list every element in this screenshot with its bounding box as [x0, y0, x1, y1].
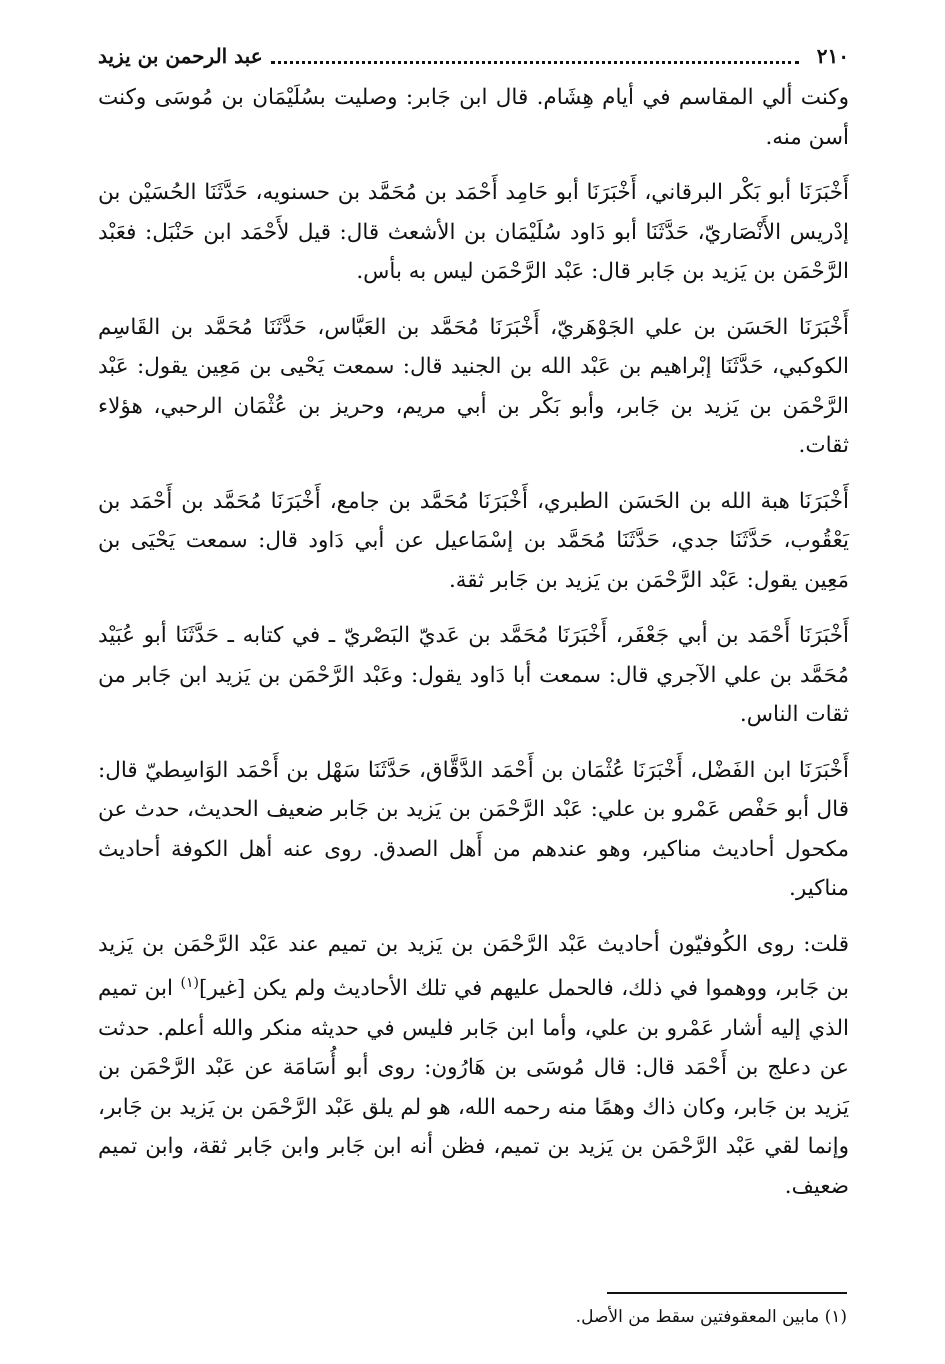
paragraph-4: أَخْبَرَنَا هبة الله بن الحَسَن الطبري، أَخْبَرَنَا مُحَمَّد بن جامع، أَخْبَرَنَا مُحَمَّد بن أَحْمَد بن يَعْقُوب، حَدَّثَنَا جدي، حَدَّثَنَا مُحَمَّد بن إسْمَاعيل عن أبي دَاود قال: سمعت يَحْيَى بن مَعِين يقول: عَبْد الرَّحْمَن بن يَزيد بن جَابر ثقة. — [98, 488, 849, 593]
main-text — [98, 78, 849, 1206]
paragraph-7-start: قلت: روى الكُوفيّون أحاديث عَبْد الرَّحْمَن بن يَزيد بن تميم عند عَبْد الرَّحْمَن بن يَزيد بن جَابر، ووهموا في ذلك، فالحمل عليهم في تلك الأحاديث ولم يكن [غير] — [98, 931, 850, 1002]
running-title: عبد الرحمن بن يزيد — [98, 44, 263, 68]
paragraph-5: أَخْبَرَنَا أَحْمَد بن أبي جَعْفَر، أَخْبَرَنَا مُحَمَّد بن عَديّ البَصْريّ ـ في كتابه ـ حَدَّثَنَا أبو عُبَيْد مُحَمَّد بن علي الآجري قال: سمعت أبا دَاود يقول: وعَبْد الرَّحْمَن بن يَزيد ابن جَابر من ثقات الناس. — [98, 623, 849, 727]
page-number: ٢١٠ — [816, 44, 849, 68]
paragraph-1: وكنت ألي المقاسم في أيام هِشَام. قال ابن جَابر: وصليت بسُلَيْمَان بن مُوسَى وكنت أسن منه. — [98, 85, 849, 150]
paragraph-6: أَخْبَرَنَا ابن الفَضْل، أَخْبَرَنَا عُثْمَان بن أَحْمَد الدَّقَّاق، حَدَّثَنَا سَهْل بن أَحْمَد الوَاسِطيّ قال: قال أبو حَفْص عَمْرو بن علي: عَبْد الرَّحْمَن بن يَزيد بن جَابر ضعيف الحديث، حدث عن مكحول أحاديث مناكير، وهو عندهم من أَهل الصدق. روى عنه أهل الكوفة أحاديث مناكير. — [98, 757, 849, 901]
footnote: (١) مابين المعقوفتين سقط من الأصل. — [575, 1307, 847, 1327]
footnote-reference: (١) — [180, 975, 199, 991]
paragraph-3: أَخْبَرَنَا الحَسَن بن علي الجَوْهَريّ، أَخْبَرَنَا مُحَمَّد بن العَبَّاس، حَدَّثَنَا مُحَمَّد بن القَاسِم الكوكبي، حَدَّثَنَا إبْراهيم بن عَبْد الله بن الجنيد قال: سمعت يَحْيى بن مَعِين يقول: عَبْد الرَّحْمَن بن يَزيد بن جَابر، وأبو بَكْر بن أبي مريم، وحريز بن عُثْمَان الرحبي، هؤلاء ثقات. — [98, 314, 849, 458]
footnote-separator — [607, 1292, 847, 1294]
paragraph-7-end: ابن تميم الذي إليه أشار عَمْرو بن علي، وأما ابن جَابر فليس في حديثه منكر والله أعلم. حدثت عن دعلج بن أَحْمَد قال: قال مُوسَى بن هَارُون: روى أبو أُسَامَة عن عَبْد الرَّحْمَن بن يَزيد بن جَابر، وكان ذاك وهمًا منه رحمه الله، هو لم يلق عَبْد الرَّحْمَن بن يَزيد بن جَابر، وإنما لقي عَبْد الرَّحْمَن بن يَزيد بن تميم، فظن أنه ابن جَابر وابن جَابر ثقة، وابن تميم ضعيف. — [98, 976, 849, 1199]
paragraph-7 — [98, 925, 849, 1207]
page-header — [98, 40, 849, 72]
paragraph-2: أَخْبَرَنَا أبو بَكْر البرقاني، أَخْبَرَنَا أبو حَامِد أَحْمَد بن مُحَمَّد بن حسنويه، حَدَّثَنَا الحُسَيْن بن إدْريس الأَنْصَاريّ، حَدَّثَنَا أبو دَاود سُلَيْمَان بن الأشعث قال: قيل لأَحْمَد ابن حَنْبَل: فعَبْد الرَّحْمَن بن يَزيد بن جَابر قال: عَبْد الرَّحْمَن ليس به بأس. — [98, 180, 849, 284]
header-dotted-leader — [271, 49, 799, 64]
